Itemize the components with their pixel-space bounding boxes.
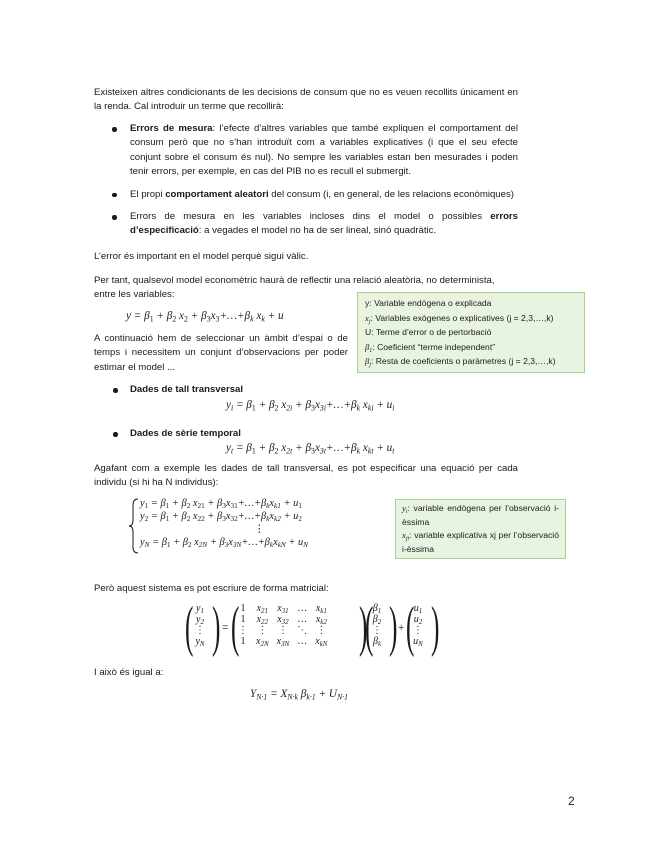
legend-line-u: U: Terme d’error o de pertorbació: [365, 327, 492, 338]
paren-close-icon: ): [389, 596, 398, 658]
variable-legend-box: [357, 292, 585, 373]
bullet-dot-icon: [112, 215, 117, 220]
error-note: L’error és important en el model perquè sigui vàlic.: [94, 251, 309, 262]
page-number: 2: [568, 794, 575, 808]
matrix-intro-paragraph: Però aquest sistema es pot escriure de forma matricial:: [94, 583, 329, 594]
bullet-list-sources-of-error: [112, 122, 518, 239]
bullet-dot-icon: [112, 127, 117, 132]
left-brace-icon: [128, 498, 140, 554]
legend-line-xji: $x_{ji}$: variable explicativa xj per l’observació i-èssima: [402, 530, 559, 554]
equation-system: $y_1 = \beta_1 + \beta_2$ $x_{21}$ + $\beta_3x_{31}+\dots+\beta_kx_{k1} + u_1$ $y_2 = \beta_1 + \beta_2$ $x_{22}$ + $\beta_3x_{32}+\dots+\beta_kx_{k2} + u_2$ ⋮ $y_N = \beta_1 + \beta_2$ $x_{2N}$ + $\beta_3x_{3N}+\dots+\beta_kx_{kN} + u_N$: [128, 498, 378, 554]
time-series-equation: $y_t = \beta_1 + \beta_2$ $x_{2t}$ + $\beta_3x_{3t}+\dots+\beta_k$ $x_{kt} + u_t$: [226, 442, 395, 456]
cross-section-equation: $y_i = \beta_1 + \beta_2$ $x_{2i}$ + $\beta_3x_{3i}+\dots+\beta_k$ $x_{ki} + u_i$: [226, 399, 395, 413]
bullet-dot-icon: [112, 193, 117, 198]
paren-open-icon: (: [406, 596, 415, 658]
legend-line-betaj: $\beta_j$: Resta de coeficients o paràmetres (j = 2,3,…,k): [365, 356, 556, 369]
paren-close-icon: ): [359, 596, 368, 658]
bullet-dot-icon: [113, 388, 118, 393]
bullet-specification-errors: Errors de mesura en les variables incloses dins el model o possibles errors d’especificació: a vegades el model no ha de ser lineal, sinó quadràtic.: [112, 210, 518, 239]
sample-selection-paragraph: A continuació hem de seleccionar un àmbit d’espai o de temps i necessitem un conjunt d’observacions per poder estimar el model ...: [94, 333, 348, 373]
paren-close-icon: ): [431, 596, 440, 658]
legend-line-yi: $y_i$: variable endògena per l’observació i-èssima: [402, 503, 559, 527]
model-intro-paragraph: Per tant, qualsevol model economètric haurà de reflectir una relació aleatòria, no determinista, entre les variables:: [94, 275, 495, 301]
time-series-heading: Dades de sèrie temporal: [130, 428, 241, 439]
paren-close-icon: ): [212, 596, 221, 658]
bullet-random-behaviour: El propi comportament aleatori del consum (i, en general, de les relacions econòmiques): [112, 188, 518, 202]
bullet-dot-icon: [113, 432, 118, 437]
intro-paragraph: Existeixen altres condicionants de les decisions de consum que no es veuen recollits únicament en la renda. Cal introduir un terme que recollirà:: [94, 87, 518, 113]
matrix-equation: ( $y_1$ $y_2$ ⋮ $y_N$ ) = ( 1 $x_{21}$ $x_{31}$ … $x_{k1}$ 1 $x_{22}$ $x_{32}$ … $x_{k2}$ ⋮ ⋮ ⋮ ⋱ ⋮ 1 $x_{2N}$ $x_{3N}$ … $x_{kN}$ ) ( $\beta_1$ $\beta_2$ ⋮ $\beta_k$ ) + ( $u_1$ $u_2$ ⋮ $u_N$ ): [185, 596, 440, 658]
cross-section-heading: Dades de tall transversal: [130, 384, 244, 395]
legend-line-xj: $x_j$: Variables exògenes o explicatives (j = 2,3,…,k): [365, 312, 554, 325]
bullet-errors-of-measure: Errors de mesura: l’efecte d’altres variables que també expliquen el comportament del consum però que no s’han introduït com a variables explicatives (i que el seu efecte conjunt sobre el consum és nul). No sempre les variables estan ben mesurades i poden tenir errors, per exemple, en cas del PIB no es recull el submergit.: [112, 122, 518, 180]
paren-open-icon: (: [185, 596, 194, 658]
legend-line-y: y: Variable endògena o explicada: [365, 298, 492, 308]
compact-matrix-equation: $Y_{N\cdot 1} = X_{N\cdot k}$ $\beta_{k\cdot 1} + U_{N\cdot 1}$: [250, 688, 349, 702]
paren-open-icon: (: [365, 596, 374, 658]
main-model-equation: $y = \beta_1 + \beta_2$ $x_2$ + $\beta_3x_3+\dots+\beta_k$ $x_k + u$: [126, 310, 284, 324]
legend-line-beta1: $\beta_1$: Coeficient “terme independent”: [365, 341, 496, 354]
observation-legend-box: [395, 499, 566, 559]
paren-open-icon: (: [231, 596, 240, 658]
equal-intro-paragraph: I això és igual a:: [94, 667, 164, 678]
example-paragraph: Agafant com a exemple les dades de tall transversal, es pot especificar una equació per cada individu (si hi ha N individus):: [94, 463, 518, 489]
